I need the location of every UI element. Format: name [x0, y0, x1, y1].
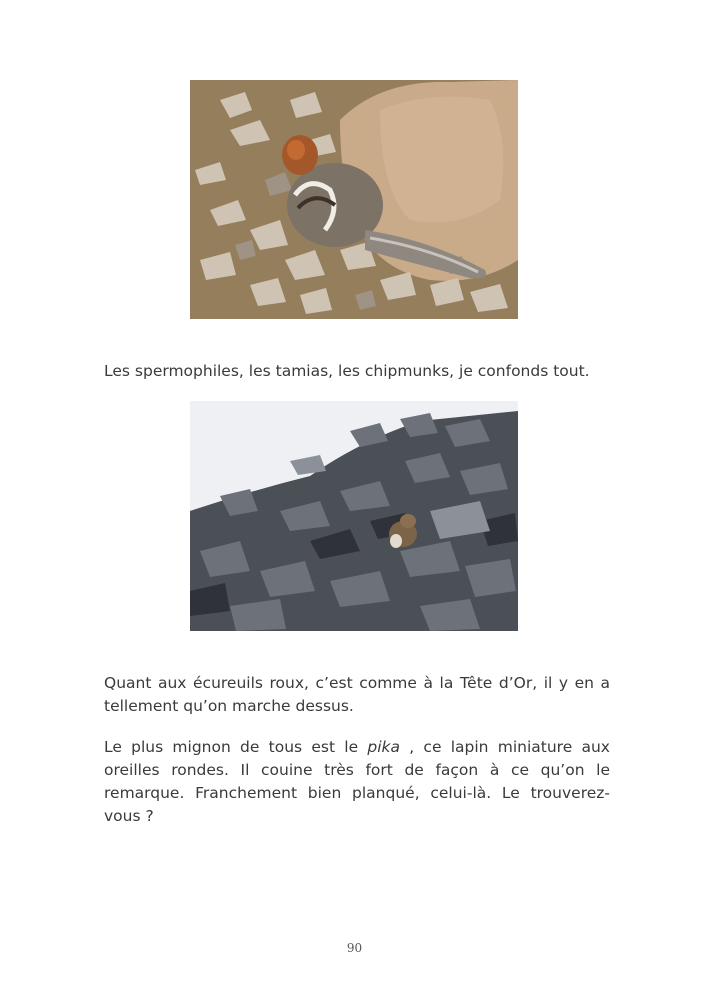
- pika-text-before: Le plus mignon de tous est le: [104, 738, 368, 756]
- page-number: 90: [346, 941, 363, 955]
- ground-squirrel-photo: [190, 80, 518, 319]
- paragraph-pika: [104, 736, 610, 828]
- ground-squirrel-photo-graphic: [190, 80, 518, 319]
- rocky-slope-photo: [190, 401, 518, 631]
- rocky-slope-photo-graphic: [190, 401, 518, 631]
- pika-word: pika: [367, 738, 401, 756]
- pika-text-after: , ce lapin miniature aux oreilles rondes. Il couine très fort de façon à ce qu’on le remarque. Franchement bien planqué, celui-là. Le trouverez-vous ?: [104, 738, 610, 825]
- caption-paragraph-1: Les spermophiles, les tamias, les chipmunks, je confonds tout.: [104, 362, 590, 380]
- paragraph-red-squirrels: Quant aux écureuils roux, c’est comme à la Tête d’Or, il y en a tellement qu’on marche dessus.: [104, 674, 610, 715]
